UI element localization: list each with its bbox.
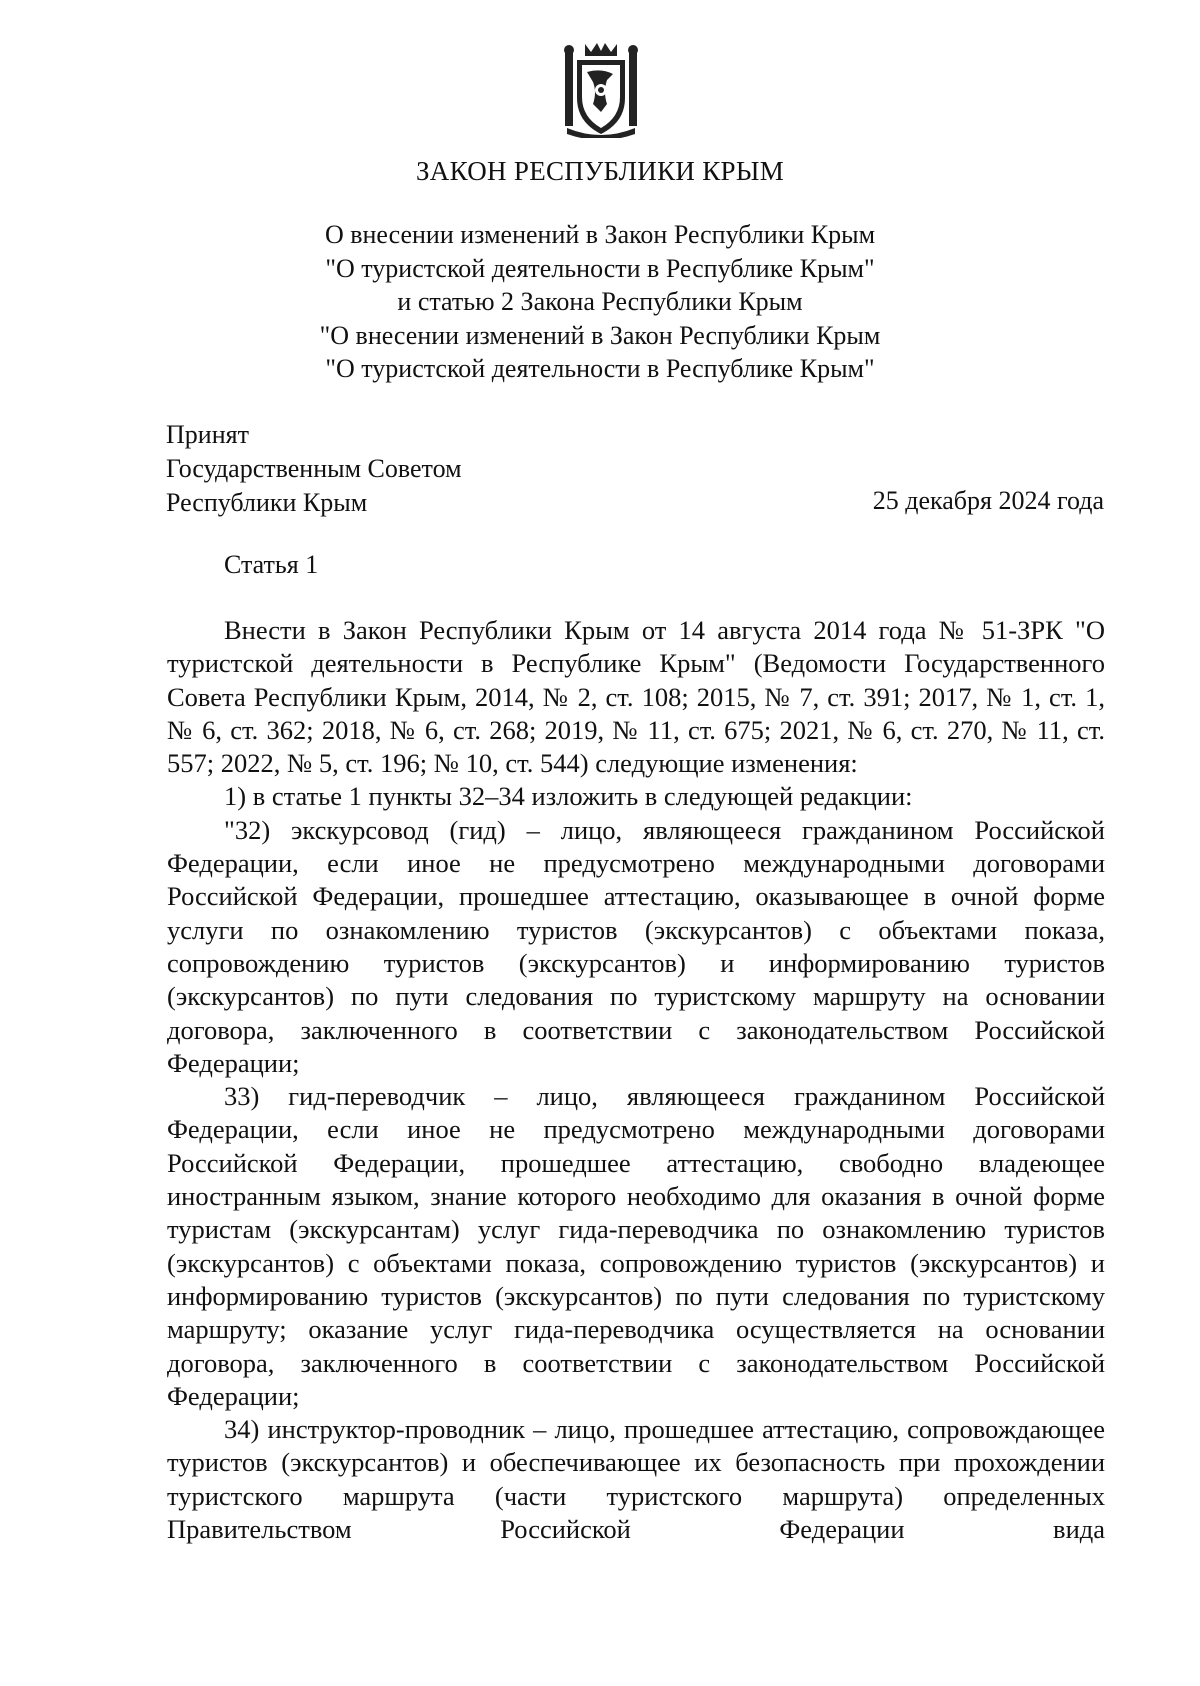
body-paragraph: 33) гид-переводчик – лицо, являющееся гражданином Российской Федерации, если иное не предусмотрено международными договорами Российской Федерации, прошедшее аттестацию, свободно владеющее иностранным языком, знание которого необходимо для оказания в очной форме туристам (экскурсантам) услуг гида-переводчика по ознакомлению туристов (экскурсантов) с объектами показа, сопровождению туристов (экскурсантов) и информированию туристов (экскурсантов) по пути следования по туристскому маршруту; оказание услуг гида-переводчика осуществляется на основании договора, заключенного в соответствии с законодательством Российской Федерации; bbox=[167, 1081, 1105, 1411]
crimea-coat-of-arms-icon bbox=[563, 42, 639, 138]
law-subtitle bbox=[0, 218, 1200, 386]
article-body bbox=[167, 614, 1105, 1546]
article-heading: Статья 1 bbox=[224, 550, 319, 579]
body-paragraph: 1) в статье 1 пункты 32–34 изложить в следующей редакции: bbox=[224, 781, 913, 812]
adopted-line: Государственным Советом bbox=[166, 454, 462, 483]
body-paragraph: "32) экскурсовод (гид) – лицо, являющееся гражданином Российской Федерации, если иное не предусмотрено международными договорами Российской Федерации, прошедшее аттестацию, оказывающее в очной форме услуги по ознакомлению туристов (экскурсантов) с объектами показа, сопровождению туристов (экскурсантов) и информированию туристов (экскурсантов) по пути следования по туристскому маршруту на основании договора, заключенного в соответствии с законодательством Российской Федерации; bbox=[167, 814, 1105, 1078]
subtitle-line: "О внесении изменений в Закон Республики Крым bbox=[319, 320, 881, 350]
subtitle-line: "О туристской деятельности в Республике Крым" bbox=[325, 354, 875, 383]
adopted-block bbox=[166, 418, 462, 520]
adopted-line: Принят bbox=[166, 420, 249, 449]
body-paragraph: 34) инструктор-проводник – лицо, прошедшее аттестацию, сопровождающее туристов (экскурсантов) и обеспечивающее их безопасность при прохождении туристского маршрута (части туристского маршрута) определенных Правительством Российской Федерации вида bbox=[167, 1414, 1105, 1545]
body-paragraph: Внести в Закон Республики Крым от 14 августа 2014 года № 51-ЗРК "О туристской деятельности в Республике Крым" (Ведомости Государственного Совета Республики Крым, 2014, № 2, ст. 108; 2015, № 7, ст. 391; 2017, № 1, ст. 1, № 6, ст. 362; 2018, № 6, ст. 268; 2019, № 11, ст. 675; 2021, № 6, ст. 270, № 11, ст. 557; 2022, № 5, ст. 196; № 10, ст. 544) следующие изменения: bbox=[167, 615, 1105, 779]
subtitle-line: "О туристской деятельности в Республике Крым" bbox=[325, 253, 875, 283]
adopted-line: Республики Крым bbox=[166, 488, 368, 517]
law-title: ЗАКОН РЕСПУБЛИКИ КРЫМ bbox=[415, 156, 785, 186]
subtitle-line: и статью 2 Закона Республики Крым bbox=[397, 287, 803, 316]
subtitle-line: О внесении изменений в Закон Республики Крым bbox=[324, 220, 876, 249]
adoption-date: 25 декабря 2024 года bbox=[872, 486, 1104, 515]
